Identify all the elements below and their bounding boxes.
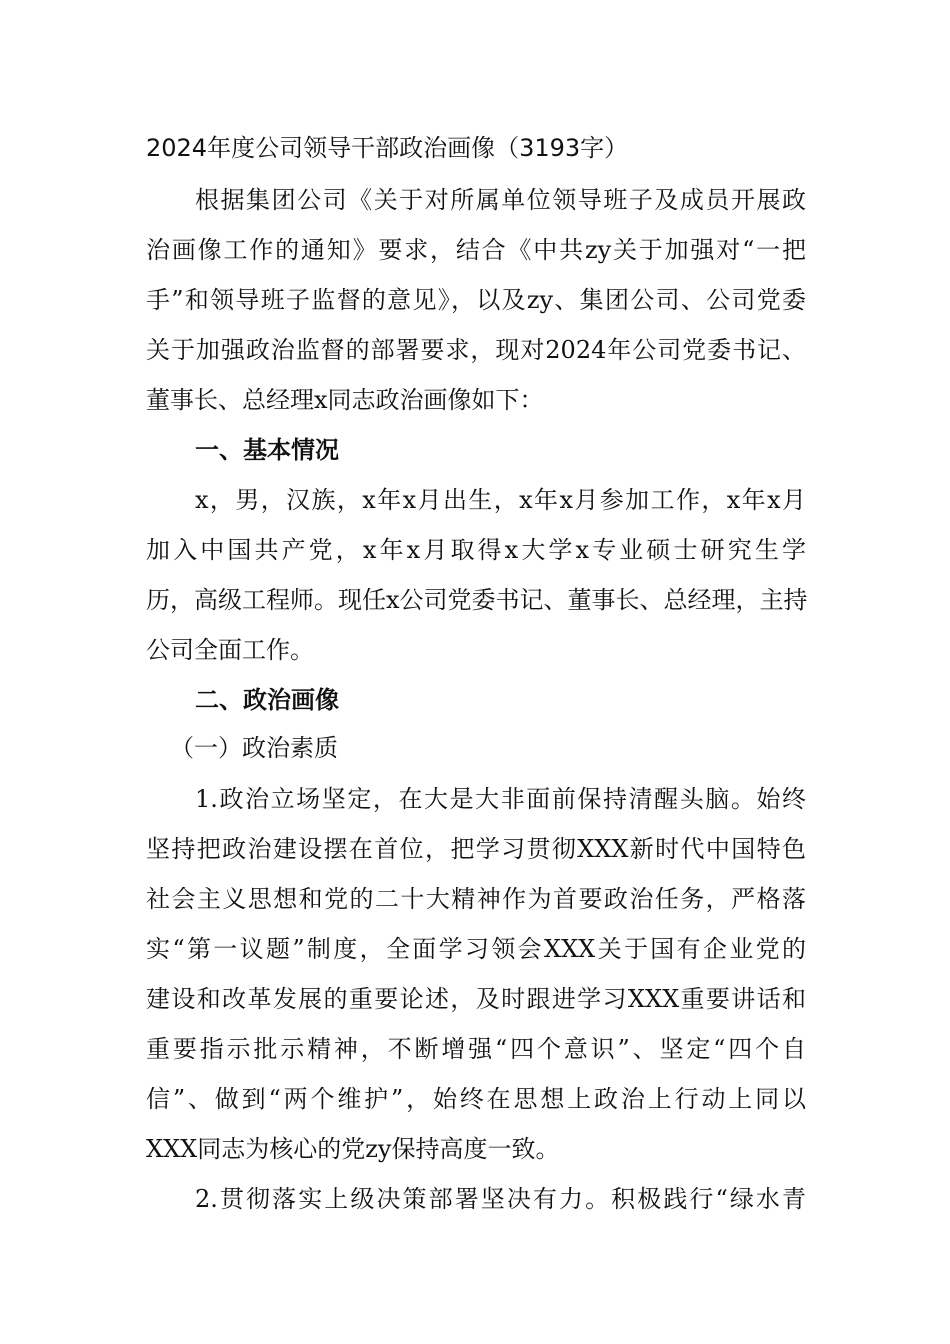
section-heading-political-portrait: 二、政治画像 [195, 686, 339, 714]
basic-info-line: 公司全面工作。 [146, 636, 314, 664]
section-heading-basic-info: 一、基本情况 [195, 436, 339, 464]
subsection-heading-political-quality: （一）政治素质 [170, 734, 338, 762]
intro-line: 治画像工作的通知》要求，结合《中共zy关于加强对“一把 [146, 236, 806, 264]
item1-line: 实“第一议题”制度，全面学习领会XXX关于国有企业党的 [146, 935, 806, 963]
basic-info-line: x，男，汉族，x年x月出生，x年x月参加工作，x年x月 [195, 486, 806, 514]
item2-line: 2.贯彻落实上级决策部署坚决有力。积极践行“绿水青 [195, 1185, 806, 1213]
basic-info-line: 历，高级工程师。现任x公司党委书记、董事长、总经理，主持 [146, 586, 808, 614]
intro-line: 董事长、总经理x同志政治画像如下： [146, 386, 544, 414]
item1-line: 建设和改革发展的重要论述，及时跟进学习XXX重要讲话和 [146, 985, 806, 1013]
item1-line: 1.政治立场坚定，在大是大非面前保持清醒头脑。始终 [195, 785, 806, 813]
item1-line: 坚持把政治建设摆在首位，把学习贯彻XXX新时代中国特色 [146, 835, 806, 863]
intro-line: 根据集团公司《关于对所属单位领导班子及成员开展政 [195, 186, 806, 214]
item1-line: 信”、做到“两个维护”，始终在思想上政治上行动上同以 [146, 1085, 806, 1113]
item1-line: 重要指示批示精神，不断增强“四个意识”、坚定“四个自 [146, 1035, 806, 1063]
item1-line: XXX同志为核心的党zy保持高度一致。 [146, 1135, 560, 1163]
basic-info-line: 加入中国共产党，x年x月取得x大学x专业硕士研究生学 [146, 536, 806, 564]
document-title: 2024年度公司领导干部政治画像（3193字） [146, 134, 629, 162]
intro-line: 关于加强政治监督的部署要求，现对2024年公司党委书记、 [146, 336, 806, 364]
intro-line: 手”和领导班子监督的意见》，以及zy、集团公司、公司党委 [146, 286, 806, 314]
item1-line: 社会主义思想和党的二十大精神作为首要政治任务，严格落 [146, 885, 806, 913]
